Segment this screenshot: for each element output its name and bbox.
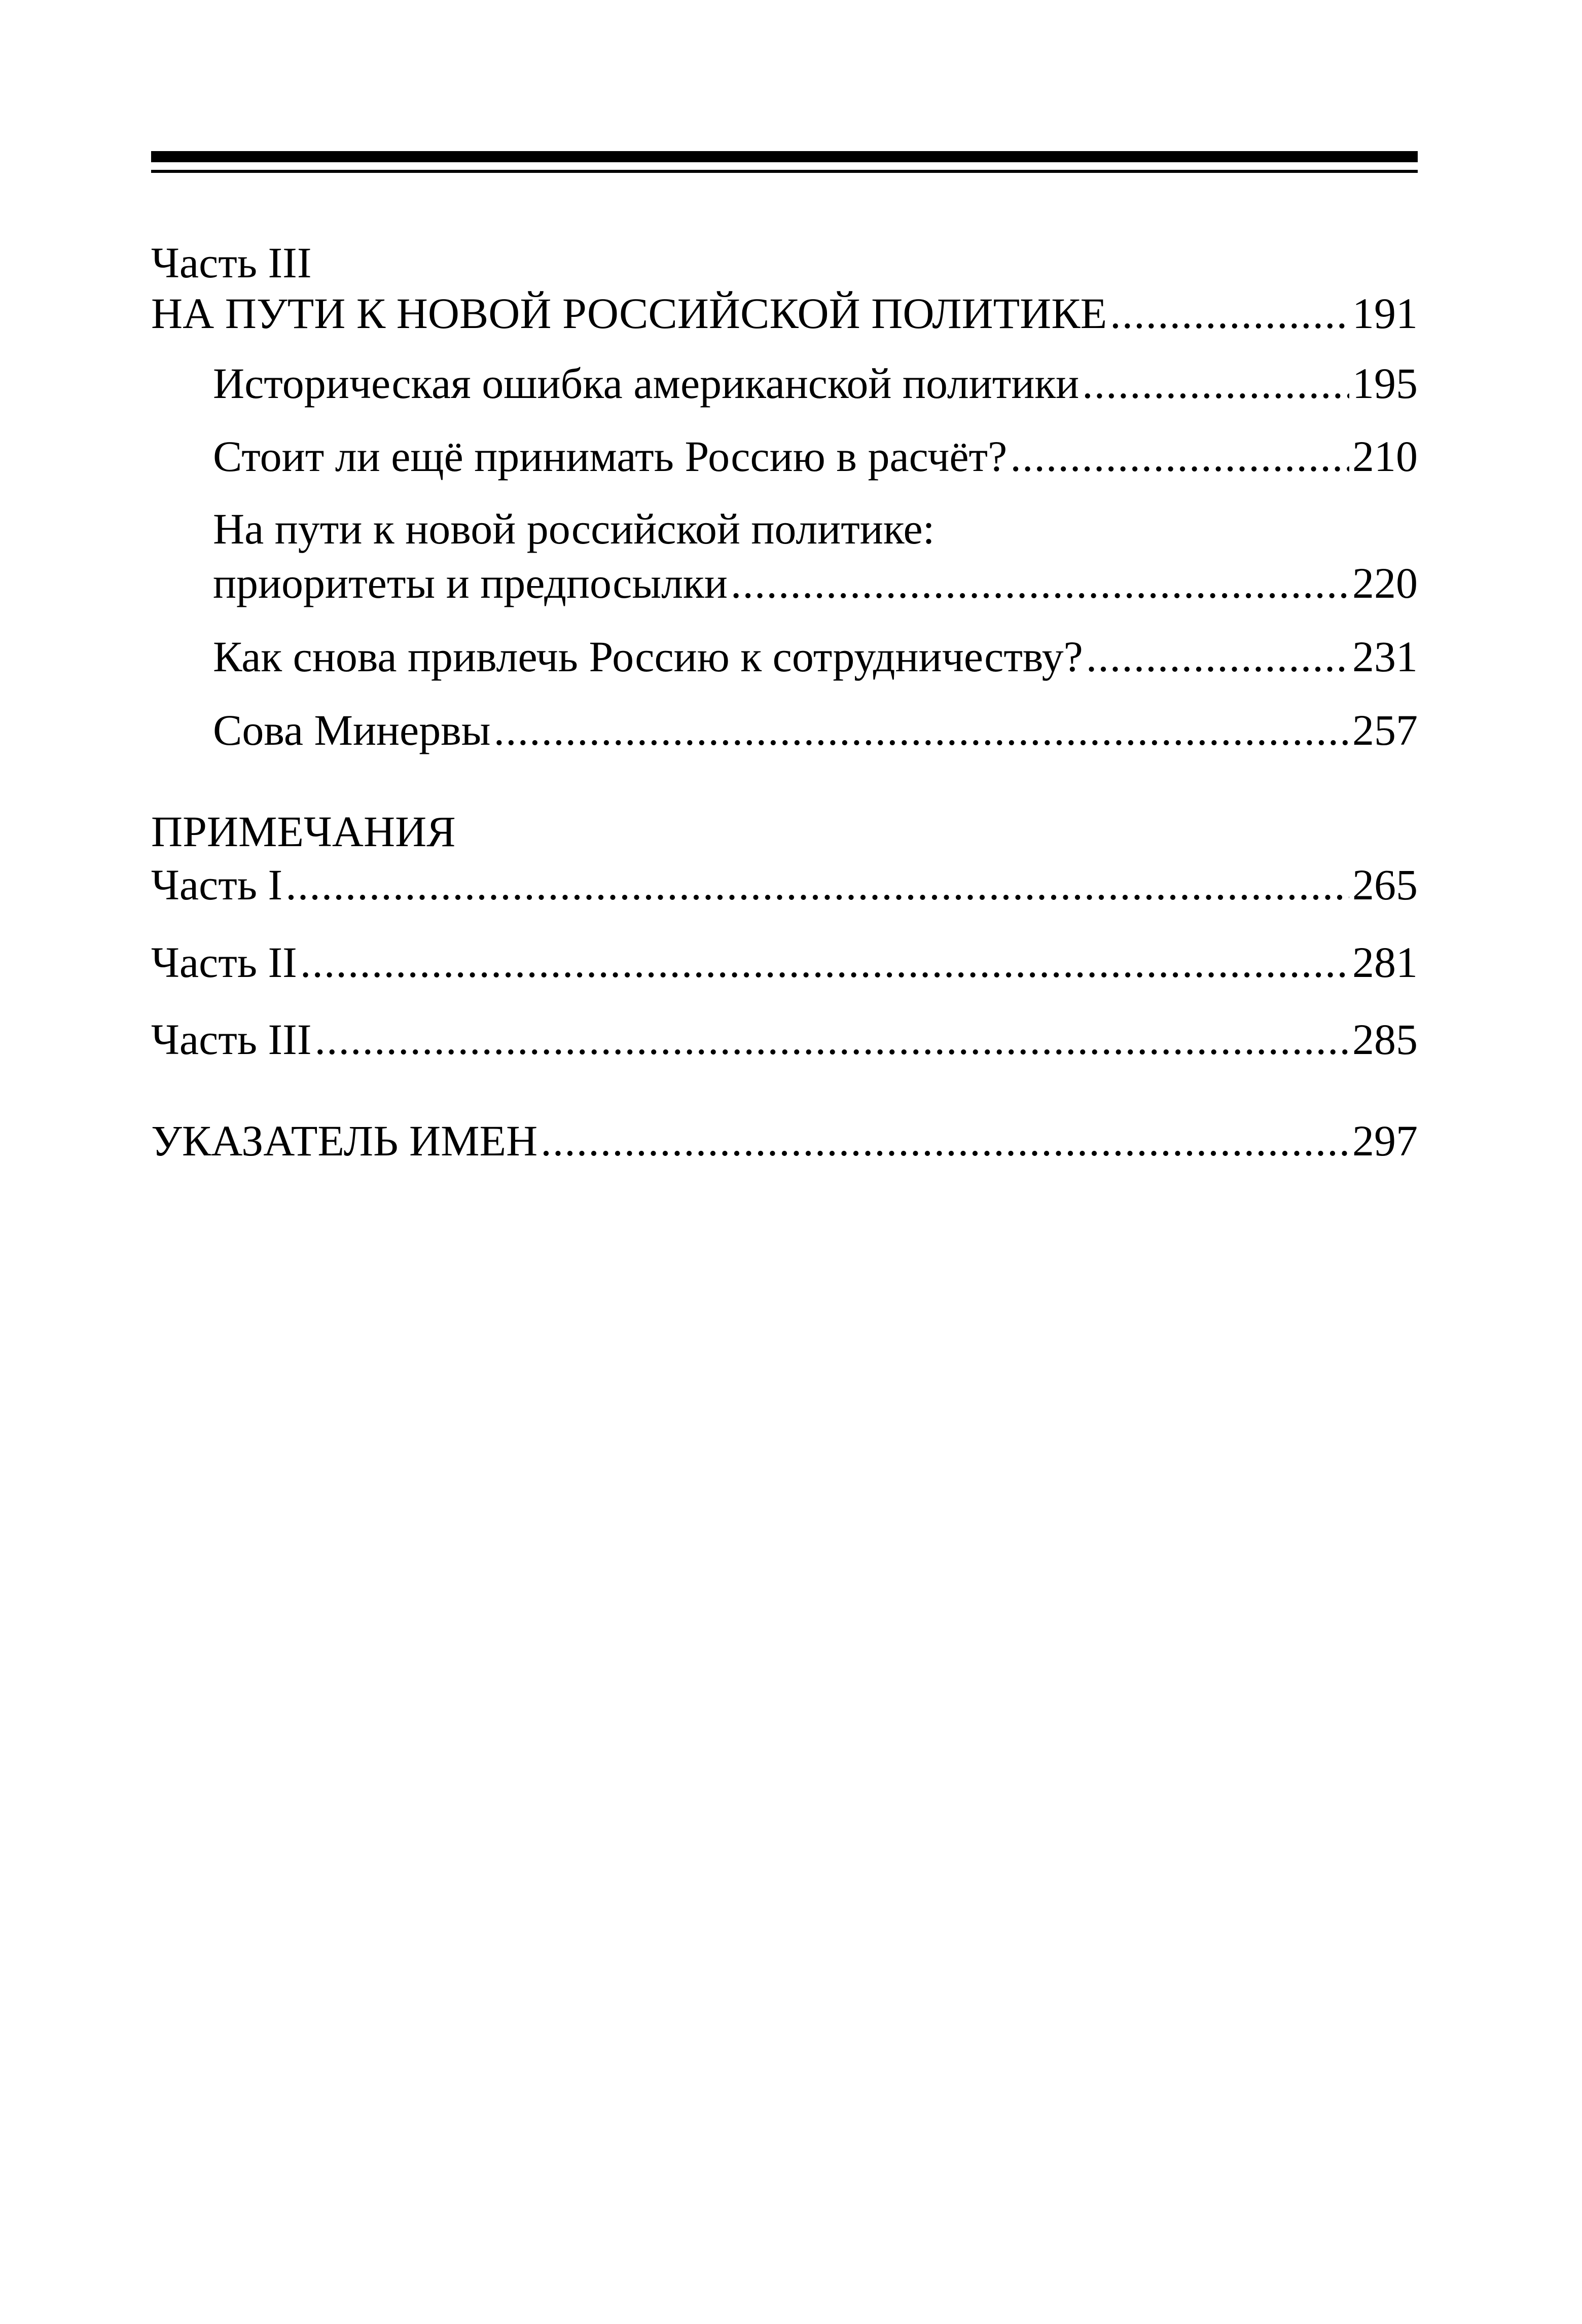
- notes-heading: ПРИМЕЧАНИЯ: [151, 807, 456, 856]
- dot-leader: [731, 558, 1349, 608]
- dot-leader: [1082, 358, 1349, 409]
- toc-entry-title: приоритеты и предпосылки: [213, 559, 728, 607]
- toc-entry-page: 220: [1352, 559, 1418, 607]
- toc-entry-notes: [151, 1014, 1418, 1065]
- toc-entry-page: 231: [1352, 632, 1418, 681]
- toc-entry-page: 195: [1352, 359, 1418, 408]
- header-rule-thin: [151, 170, 1418, 173]
- toc-entry-title: Стоит ли ещё принимать Россию в расчёт?: [213, 432, 1008, 481]
- dot-leader: [314, 1014, 1349, 1065]
- toc-entry-title: УКАЗАТЕЛЬ ИМЕН: [151, 1116, 538, 1165]
- toc-entry-page: 210: [1352, 432, 1418, 481]
- dot-leader: [1110, 288, 1349, 339]
- toc-entry-chapter: [213, 705, 1418, 755]
- toc-entry-page: 281: [1352, 938, 1418, 987]
- dot-leader: [1010, 431, 1349, 482]
- toc-entry-index: [151, 1115, 1418, 1166]
- toc-entry-page: 285: [1352, 1015, 1418, 1064]
- toc-entry-page: 265: [1352, 860, 1418, 909]
- toc-entry-notes: [151, 937, 1418, 988]
- toc-entry-title: Сова Минервы: [213, 706, 491, 754]
- toc-entry-chapter: [213, 358, 1418, 409]
- toc-entry-title: Историческая ошибка американской политики: [213, 359, 1080, 408]
- part-heading: Часть III: [151, 238, 312, 287]
- toc-entry-chapter-line1: На пути к новой российской политике:: [213, 504, 935, 553]
- dot-leader: [541, 1115, 1349, 1166]
- dot-leader: [300, 937, 1349, 988]
- toc-entry-title: Как снова привлечь Россию к сотрудничеству?: [213, 632, 1083, 681]
- toc-entry-page: 191: [1352, 289, 1418, 338]
- toc-entry-part-title: [151, 288, 1418, 339]
- toc-entry-page: 297: [1352, 1116, 1418, 1165]
- toc-entry-chapter: [213, 558, 1418, 608]
- toc-entry-chapter: [213, 631, 1418, 682]
- toc-entry-title: НА ПУТИ К НОВОЙ РОССИЙСКОЙ ПОЛИТИКЕ: [151, 289, 1107, 338]
- header-rule-thick: [151, 151, 1418, 162]
- dot-leader: [285, 859, 1349, 910]
- toc-entry-chapter: [213, 431, 1418, 482]
- dot-leader: [1086, 631, 1349, 682]
- toc-entry-page: 257: [1352, 706, 1418, 754]
- toc-entry-title: Часть II: [151, 938, 297, 987]
- dot-leader: [494, 705, 1349, 755]
- toc-entry-notes: [151, 859, 1418, 910]
- toc-entry-title: Часть I: [151, 860, 283, 909]
- toc-entry-title: Часть III: [151, 1015, 312, 1064]
